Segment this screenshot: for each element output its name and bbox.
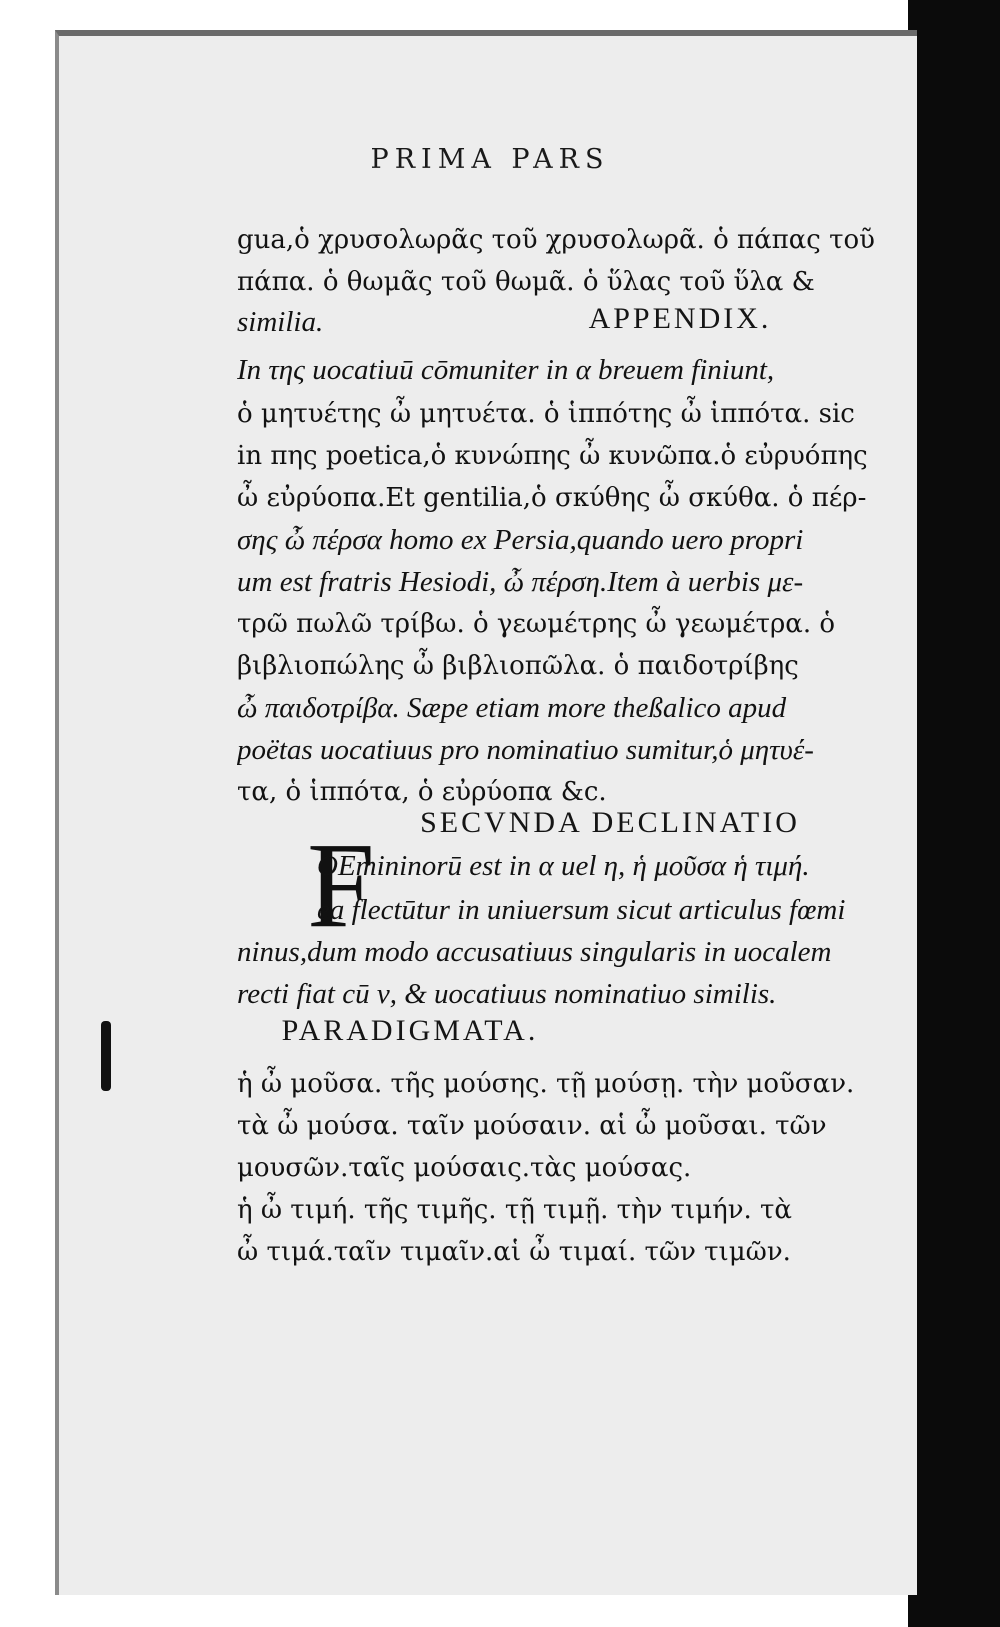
text-line: similia.: [237, 306, 324, 338]
appendix-line: ὦ παιδοτρίβα. Sæpe etiam more theßalico apud: [237, 692, 787, 724]
text-line: πάπα. ὁ θωμᾶς τοῦ θωμᾶ. ὁ ὕλας τοῦ ὕλα &: [237, 267, 815, 297]
appendix-line: poëtas uocatiuus pro nominatiuo sumitur,ὁ μητυέ-: [237, 734, 814, 766]
paradigm-line: ἡ ὦ τιμή. τῆς τιμῆς. τῇ τιμῇ. τὴν τιμήν. τὰ: [237, 1195, 792, 1225]
heading-declinatio: SECVNDA DECLINATIO: [420, 806, 800, 839]
heading-paradigmata: PARADIGMATA.: [281, 1014, 539, 1047]
declinatio-line: ea flectūtur in uniuersum sicut articulus fœmi: [317, 894, 846, 926]
appendix-line: um est fratris Hesiodi, ὦ πέρση.Item à uerbis με-: [237, 566, 804, 598]
appendix-line: ὦ εὐρύοπα.Et gentilia,ὁ σκύθης ὦ σκύθα. ὁ πέρ-: [237, 483, 867, 513]
appendix-line: τρῶ πωλῶ τρίβω. ὁ γεωμέτρης ὦ γεωμέτρα. ὁ: [237, 609, 836, 639]
book-page: [55, 30, 917, 1595]
declinatio-line: OEmininorū est in α uel η, ἡ μοῦσα ἡ τιμή.: [317, 850, 810, 882]
declinatio-line: ninus,dum modo accusatiuus singularis in uocalem: [237, 936, 832, 968]
appendix-line: σης ὦ πέρσα homo ex Persia,quando uero propri: [237, 524, 804, 556]
paradigm-line: ὦ τιμά.ταῖν τιμαῖν.αἱ ὦ τιμαί. τῶν τιμῶν.: [237, 1237, 791, 1267]
appendix-line: ὁ μητυέτης ὦ μητυέτα. ὁ ἱππότης ὦ ἱππότα. sic: [237, 399, 855, 429]
running-head: PRIMA PARS: [370, 144, 610, 175]
declinatio-line: recti fiat cū ν, & uocatiuus nominatiuo similis.: [237, 978, 777, 1010]
appendix-line: In της uocatiuū cōmuniter in α breuem finiunt,: [237, 354, 775, 386]
paradigm-line: ἡ ὦ μοῦσα. τῆς μούσης. τῇ μούσῃ. τὴν μοῦσαν.: [237, 1069, 855, 1099]
appendix-line: τα, ὁ ἱππότα, ὁ εὐρύοπα &c.: [237, 777, 607, 807]
appendix-line: βιβλιοπώλης ὦ βιβλιοπῶλα. ὁ παιδοτρίβης: [237, 651, 799, 681]
heading-appendix: APPENDIX.: [588, 302, 772, 335]
paradigm-line: μουσῶν.ταῖς μούσαις.τὰς μούσας.: [237, 1153, 692, 1183]
text-line: gua,ὁ χρυσολωρᾶς τοῦ χρυσολωρᾶ. ὁ πάπας τοῦ: [237, 225, 875, 255]
appendix-line: in πης poetica,ὁ κυνώπης ὦ κυνῶπα.ὁ εὐρυόπης: [237, 441, 868, 471]
paradigm-line: τὰ ὦ μούσα. ταῖν μούσαιν. αἱ ὦ μοῦσαι. τῶν: [237, 1111, 827, 1141]
drop-capital: F: [307, 818, 375, 953]
